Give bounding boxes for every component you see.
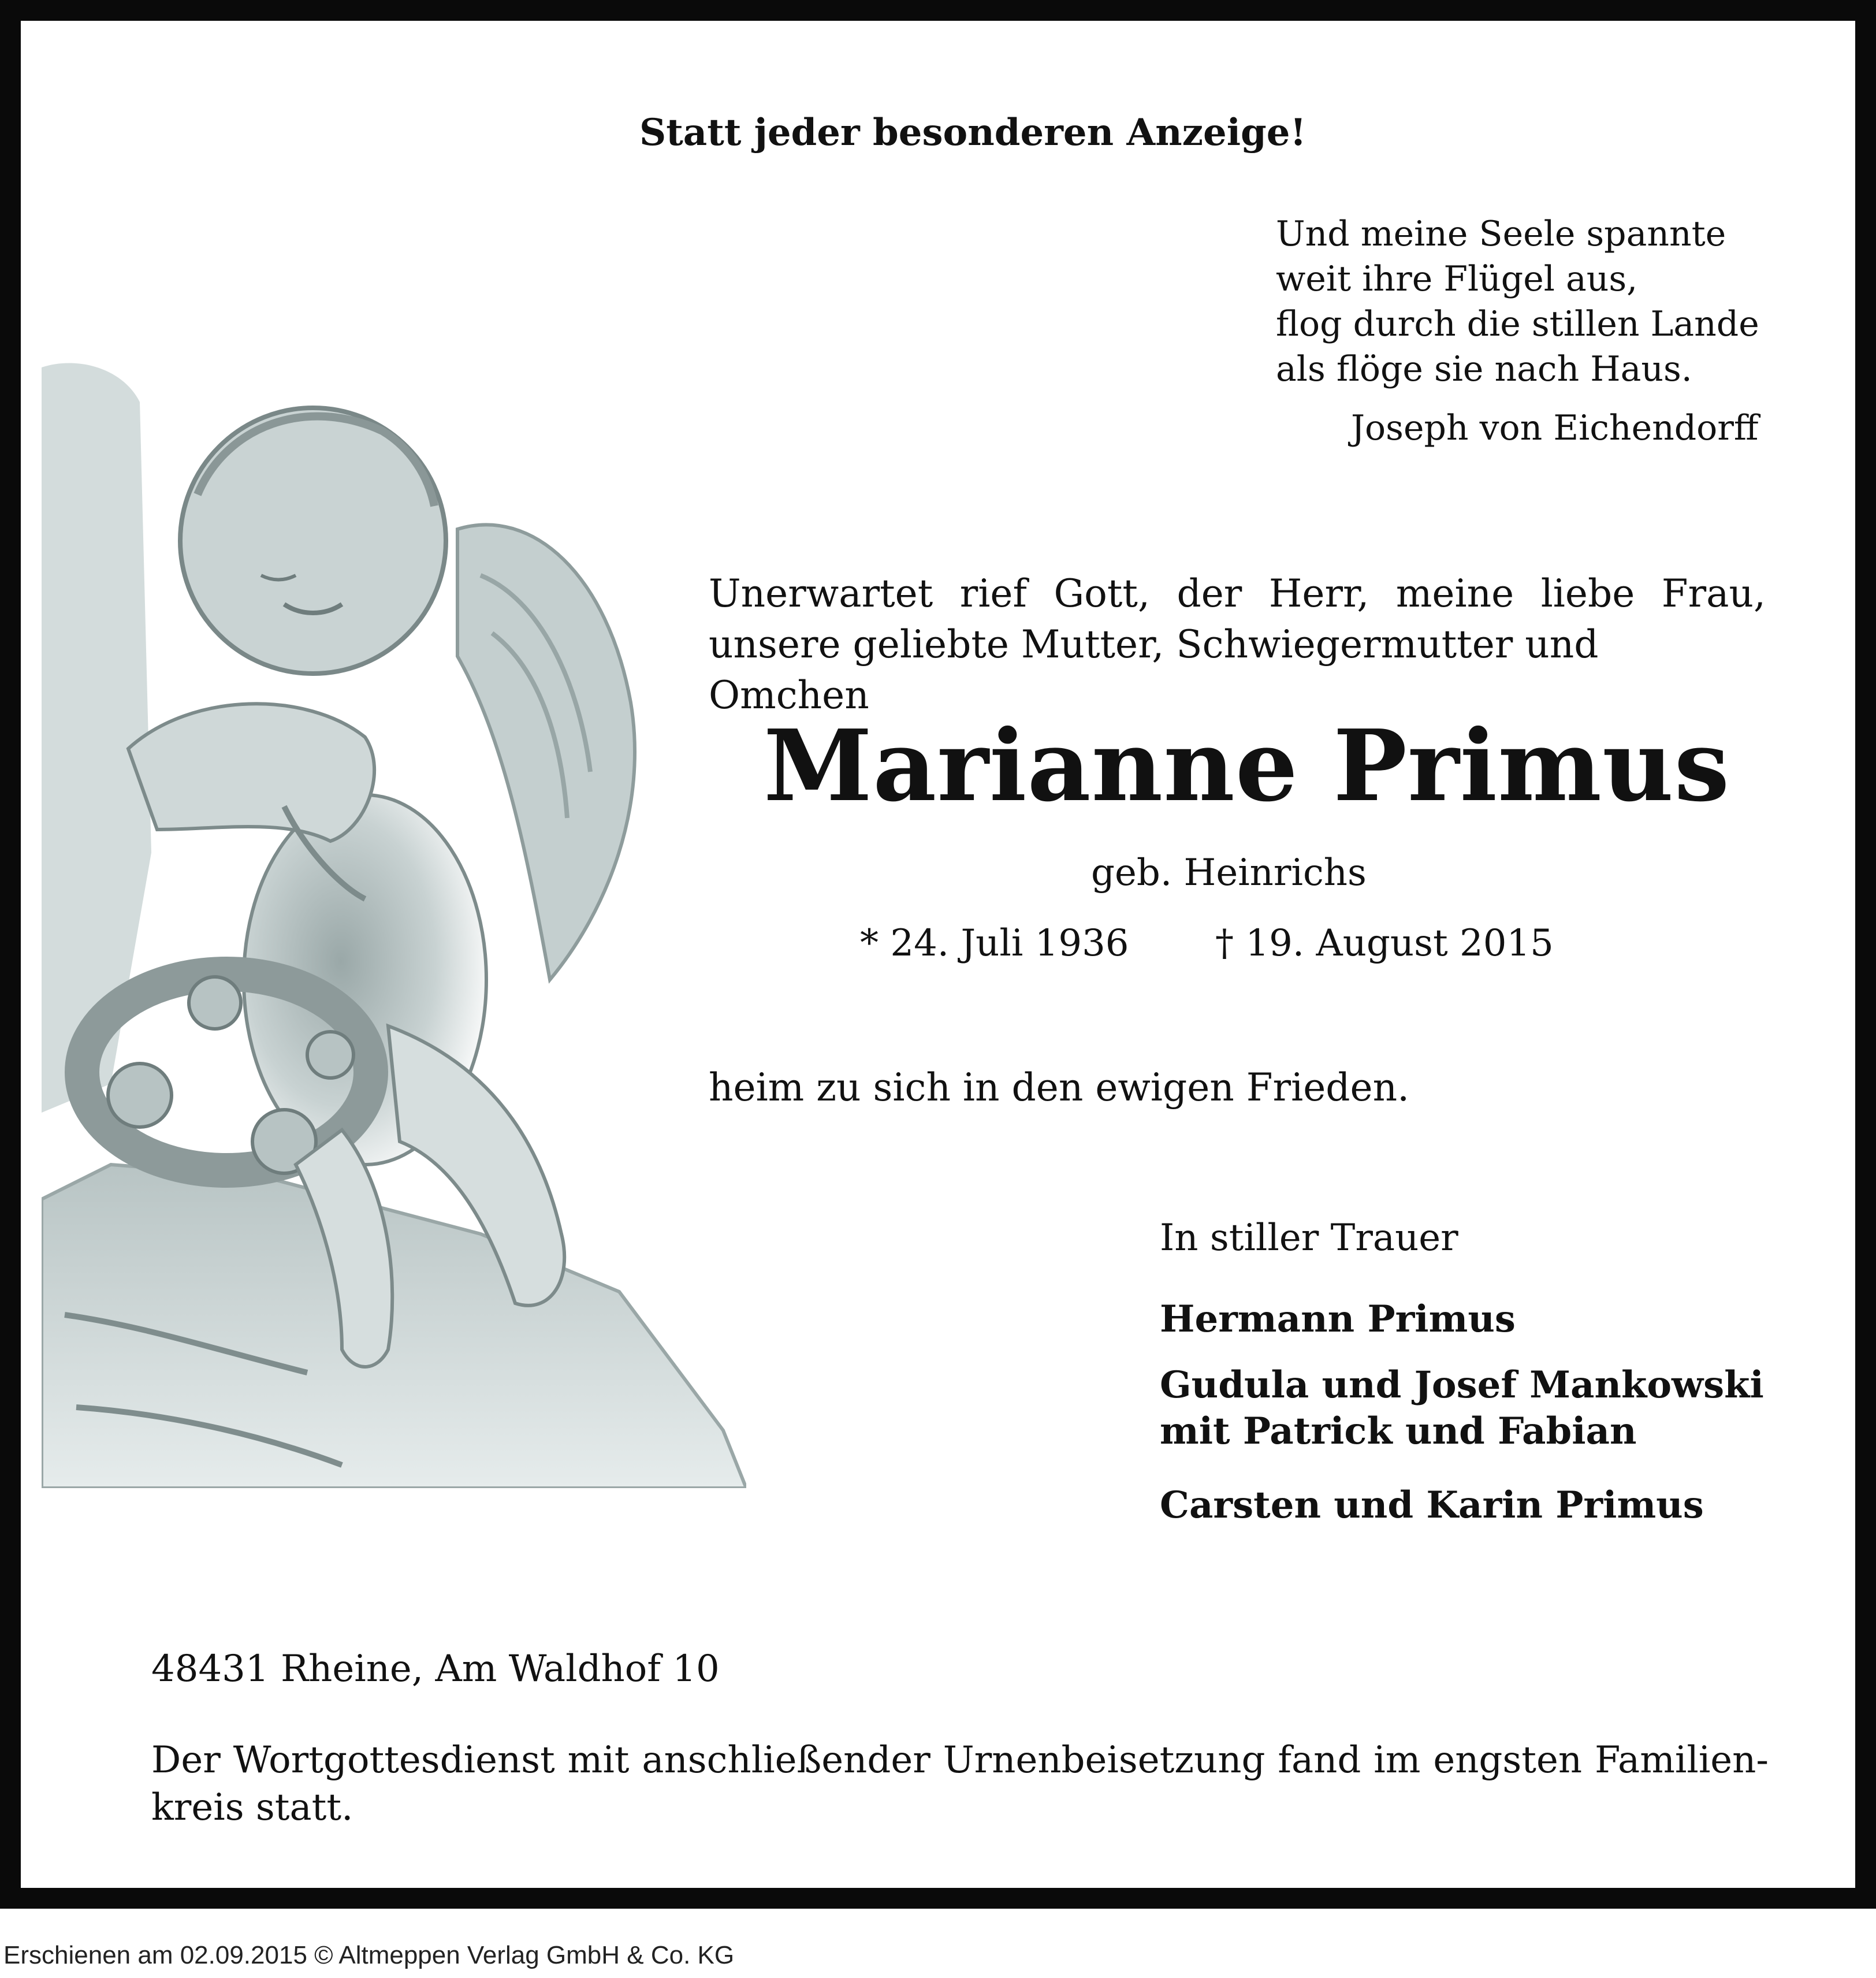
poem-line: als flöge sie nach Haus. (1276, 349, 1692, 389)
mourner-name: Carsten und Karin Primus (1160, 1484, 1704, 1527)
mourner-group (1160, 1362, 1764, 1455)
death-date: † 19. August 2015 (1215, 922, 1554, 965)
birth-date: * 24. Juli 1936 (860, 922, 1129, 965)
mourner-name: Gudula und Josef Mankowski (1160, 1363, 1764, 1407)
announcement-line-1: Unerwartet rief Gott, der Herr, meine liebe Frau, (709, 571, 1766, 616)
poem (1276, 211, 1759, 392)
service-note-line-1: Der Wortgottesdienst mit anschließender Urnenbeisetzung fand im engsten Familien- (151, 1739, 1769, 1782)
header-notice: Statt jeder besonderen Anzeige! (639, 111, 1306, 154)
poem-line: weit ihre Flügel aus, (1276, 259, 1638, 299)
poem-author: Joseph von Eichendorff (1351, 408, 1759, 448)
mourner-name: Hermann Primus (1160, 1297, 1516, 1341)
service-note (151, 1737, 1769, 1831)
announcement-line-2: unsere geliebte Mutter, Schwiegermutter und Omchen (709, 622, 1599, 717)
publication-footer: Erschienen am 02.09.2015 © Altmeppen Verlag GmbH & Co. KG (3, 1941, 735, 1969)
mourning-intro: In stiller Trauer (1160, 1217, 1458, 1259)
service-note-line-2: kreis statt. (151, 1786, 353, 1829)
announcement-closing: heim zu sich in den ewigen Frieden. (709, 1065, 1410, 1110)
poem-line: Und meine Seele spannte (1276, 214, 1726, 254)
maiden-name: geb. Heinrichs (1091, 852, 1367, 894)
address: 48431 Rheine, Am Waldhof 10 (151, 1648, 720, 1690)
angel-statue-image (42, 333, 746, 1488)
deceased-name: Marianne Primus (764, 708, 1730, 824)
mourner-name: mit Patrick und Fabian (1160, 1410, 1637, 1453)
announcement-intro (709, 568, 1766, 721)
poem-line: flog durch die stillen Lande (1276, 304, 1759, 344)
